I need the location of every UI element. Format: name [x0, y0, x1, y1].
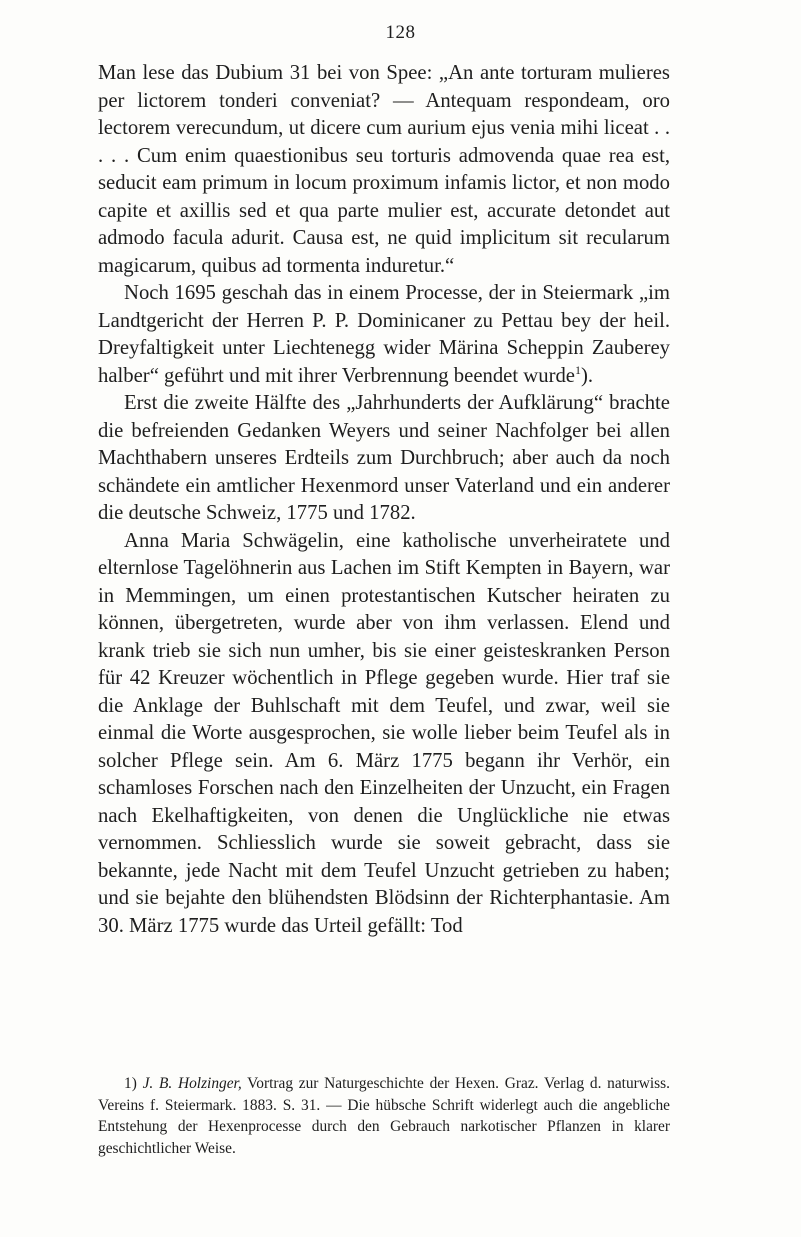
footnote [98, 1073, 670, 1159]
paragraph-2 [98, 280, 670, 390]
body-text [98, 60, 670, 940]
footnote-ref-suffix: ). [580, 364, 594, 387]
paragraph-2-text: Noch 1695 geschah das in einem Processe, der in Steiermark „im Landtgericht der Herren P. P. Dominicaner zu Pettau bey der heil. Dreyfaltigkeit unter Liechtenegg wider Märina Scheppin Zauberey halber“ geführt und mit ihrer Verbrennung beendet wurde [98, 282, 670, 387]
paragraph-3: Erst die zweite Hälfte des „Jahrhunderts der Aufklärung“ brachte die befreienden Gedanken Weyers und seiner Nachfolger bei allen Machthabern unseres Erdteils zum Durchbruch; aber auch da noch schändete ein amtlicher Hexenmord unser Vaterland und ein anderer die deutsche Schweiz, 1775 und 1782. [98, 392, 670, 524]
footnote-text: Vortrag zur Naturgeschichte der Hexen. Graz. Verlag d. naturwiss. Vereins f. Steiermark. 1883. S. 31. — Die hübsche Schrift widerlegt auch die angebliche Entstehung der Hexenprocesse durch den Gebrauch narkotischer Pflanzen in klarer geschichtlicher Weise. [98, 1075, 670, 1157]
paragraph-4: Anna Maria Schwägelin, eine katholische unverheiratete und elternlose Tagelöhnerin aus Lachen im Stift Kempten in Bayern, war in Memmingen, um einen protestantischen Kutscher heiraten zu können, übergetreten, wurde aber von ihm verlassen. Elend und krank trieb sie sich nun umher, bis sie einer geisteskranken Person für 42 Kreuzer wöchentlich in Pflege gegeben wurde. Hier traf sie die Anklage der Buhlschaft mit dem Teufel, und zwar, weil sie einmal die Worte ausgesprochen, sie wolle lieber beim Teufel als in solcher Pflege sein. Am 6. März 1775 begann ihr Verhör, ein schamloses Forschen nach den Einzelheiten der Unzucht, ein Fragen nach Ekelhaftigkeiten, von denen die Unglückliche nie etwas vernommen. Schliesslich wurde sie soweit gebracht, dass sie bekannte, jede Nacht mit dem Teufel Unzucht getrieben zu haben; und sie bejahte den blühendsten Blödsinn der Richterphantasie. Am 30. März 1775 wurde das Urteil gefällt: Tod [98, 529, 670, 937]
page-number: 128 [385, 22, 416, 43]
footnote-author: J. B. Holzinger, [142, 1075, 242, 1092]
paragraph-1: Man lese das Dubium 31 bei von Spee: „An ante torturam mulieres per lictorem tonderi conveniat? — Antequam respondeam, oro lectorem verecundum, ut dicere cum aurium ejus venia mihi liceat . . . . . Cum enim quaestionibus seu torturis admovenda quae rea est, seducit eam primum in locum proximum infamis lictor, et non modo capite et axillis sed et qua parte mulier est, accurate detondet aut admodo facula adurit. Causa est, ne quid implicitum sit recularum magicarum, quibus ad tormenta induretur.“ [98, 62, 670, 277]
footnote-marker: 1 [574, 362, 581, 377]
footnote-number: 1) [124, 1075, 137, 1092]
